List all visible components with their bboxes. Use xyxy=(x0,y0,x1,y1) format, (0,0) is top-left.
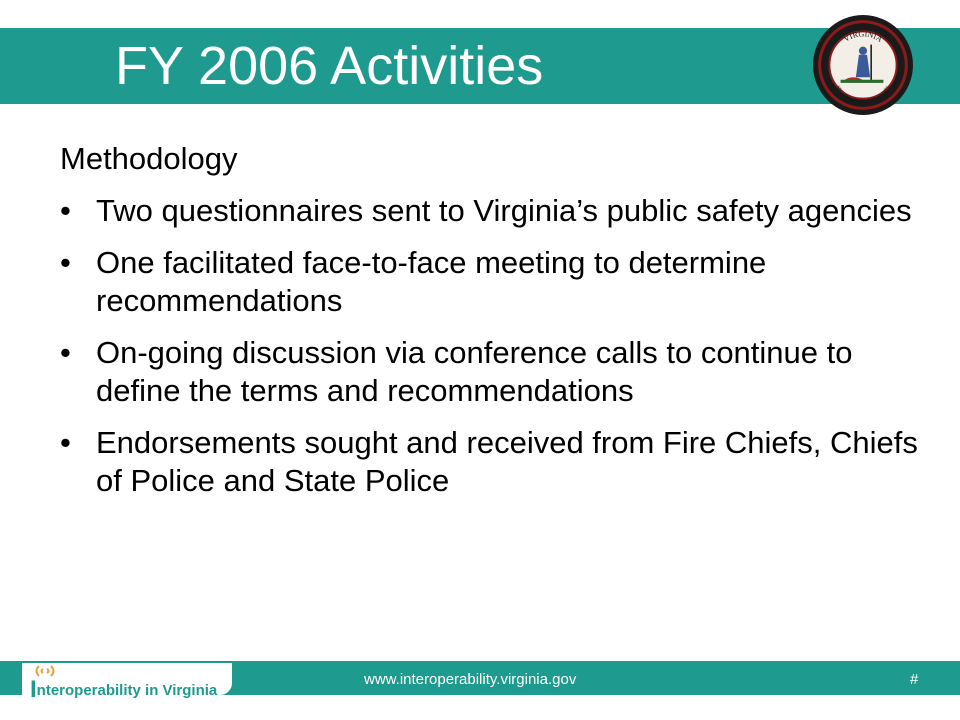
page-number: # xyxy=(910,671,919,688)
footer-url: www.interoperability.virginia.gov xyxy=(364,671,577,688)
bullet-dot: • xyxy=(60,335,71,370)
bullet-item: • One facilitated face-to-face meeting to determine recommendations xyxy=(60,245,767,318)
bullet-list xyxy=(60,192,920,500)
slide-title: FY 2006 Activities xyxy=(115,36,544,96)
bullet-dot: • xyxy=(60,193,71,228)
bullet-item: • Two questionnaires sent to Virginia’s public safety agencies xyxy=(60,193,912,228)
svg-text:SIC SEMPER TYRANNIS: SIC SEMPER TYRANNIS xyxy=(833,85,893,106)
virginia-seal-icon xyxy=(812,14,914,116)
section-heading: Methodology xyxy=(60,141,238,176)
footer-logo-text: Interoperability in Virginia xyxy=(30,676,218,703)
bullet-dot: • xyxy=(60,425,71,460)
bullet-item: • On-going discussion via conference calls to continue to define the terms and recommendations xyxy=(60,335,853,408)
slide-body xyxy=(60,140,920,514)
bullet-item: • Endorsements sought and received from Fire Chiefs, Chiefs of Police and State Police xyxy=(60,425,918,498)
bullet-dot: • xyxy=(60,245,71,280)
svg-text:VIRGINIA: VIRGINIA xyxy=(841,29,885,44)
